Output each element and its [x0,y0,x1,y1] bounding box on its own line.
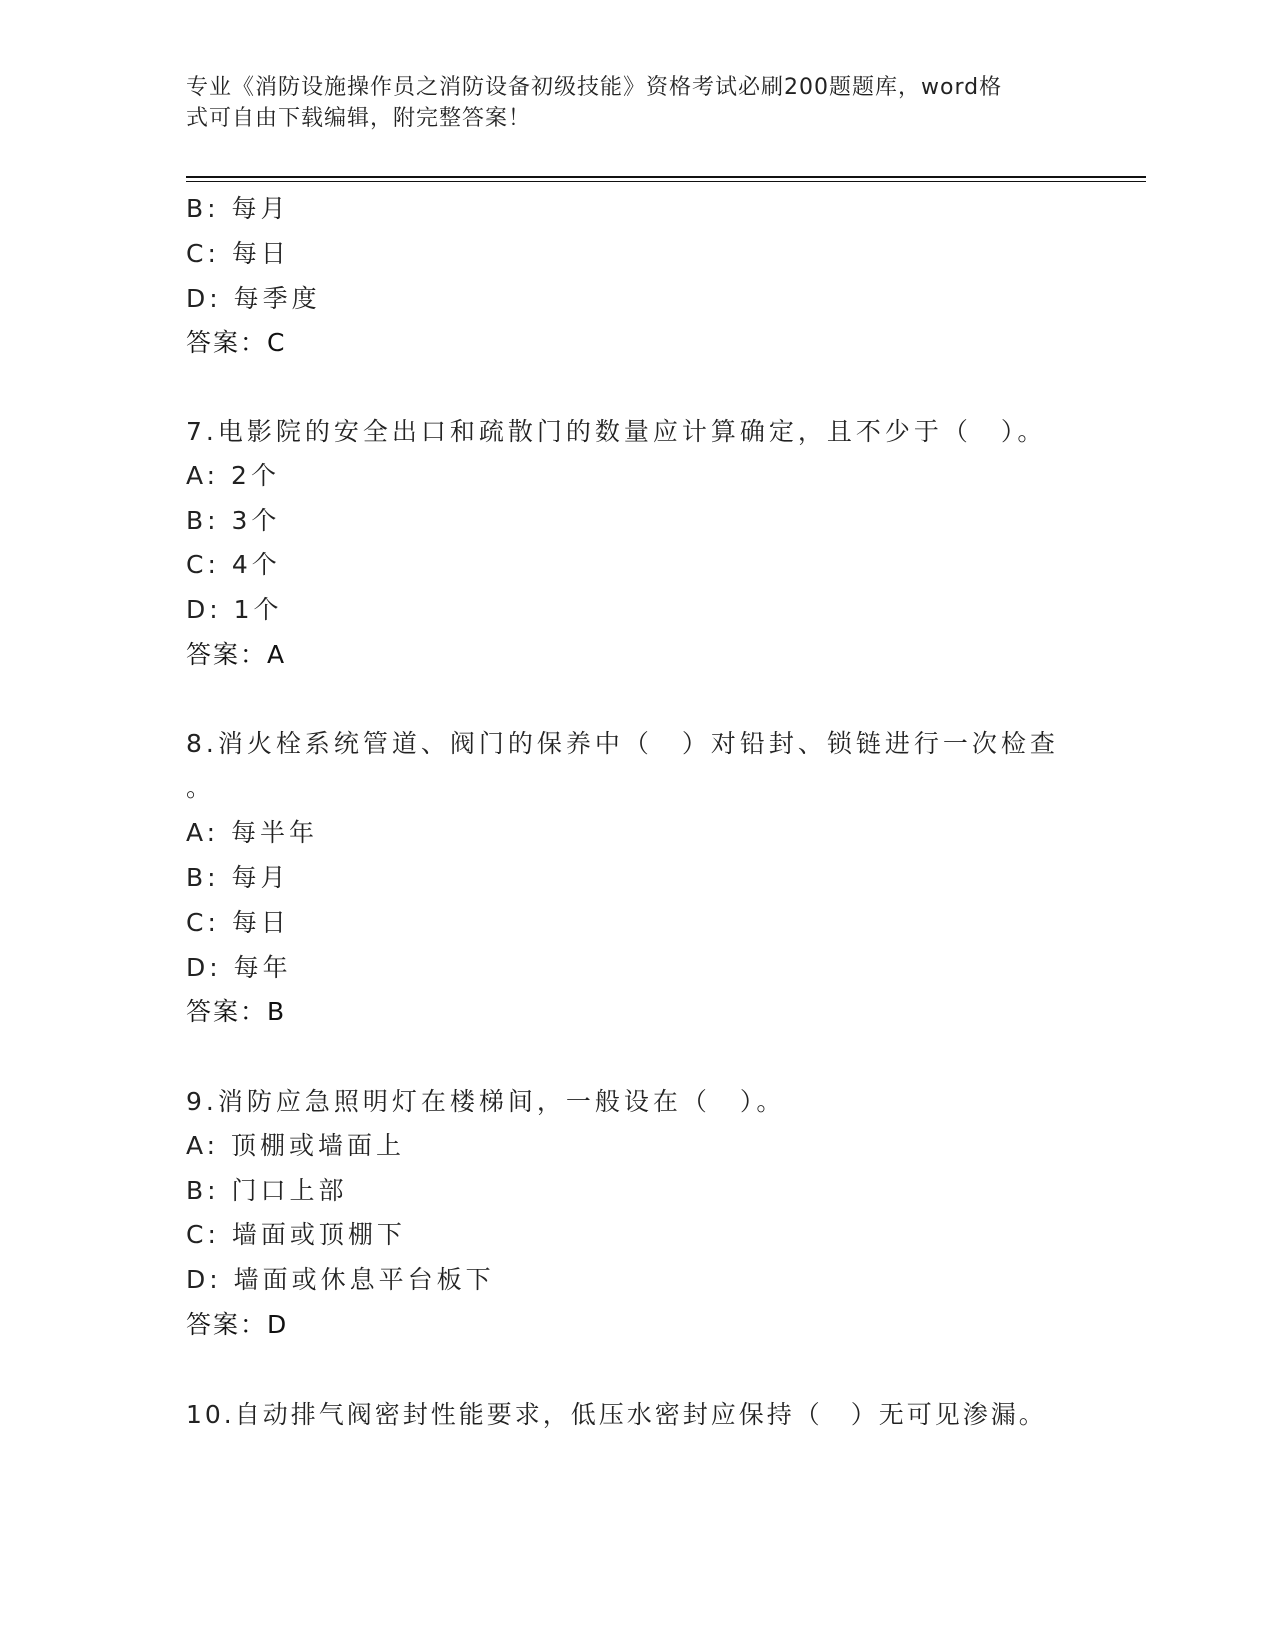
question-10-text: 10.自动排气阀密封性能要求，低压水密封应保持（ ）无可见渗漏。 [186,1400,1047,1429]
question-7-answer: 答案：A [186,640,287,669]
header-line-1: 专业《消防设施操作员之消防设备初级技能》资格考试必刷200题题库，word格 [186,75,1003,100]
question-8-option-a: A: 每半年 [186,818,319,847]
question-8-option-b: B: 每月 [186,863,290,892]
question-9-text: 9.消防应急照明灯在楼梯间，一般设在（ ）。 [186,1087,786,1116]
prev-option-c: C: 每日 [186,239,290,268]
question-8-text: 8.消火栓系统管道、阀门的保养中（ ）对铅封、锁链进行一次检查 [186,729,1059,758]
question-8-option-c: C: 每日 [186,908,290,937]
prev-answer: 答案：C [186,328,287,357]
question-7-text: 7.电影院的安全出口和疏散门的数量应计算确定，且不少于（ ）。 [186,417,1047,446]
question-9-option-d: D: 墙面或休息平台板下 [186,1265,495,1294]
question-7-option-d: D: 1个 [186,595,283,624]
question-9-answer: 答案：D [186,1310,289,1339]
prev-option-b: B: 每月 [186,194,290,223]
question-9-option-c: C: 墙面或顶棚下 [186,1220,406,1249]
prev-option-d: D: 每季度 [186,284,321,313]
question-7-option-b: B: 3个 [186,506,281,535]
question-7-option-a: A: 2个 [186,461,280,490]
question-7-option-c: C: 4个 [186,550,281,579]
question-8-option-d: D: 每年 [186,953,292,982]
question-8-answer: 答案：B [186,997,287,1026]
question-8-text-continued: 。 [186,773,216,802]
question-9-option-a: A: 顶棚或墙面上 [186,1131,406,1160]
question-9-option-b: B: 门口上部 [186,1176,348,1205]
document-header [186,72,1066,134]
header-divider-thin [186,181,1146,182]
header-divider-thick [186,176,1146,178]
header-line-2: 式可自由下载编辑，附完整答案！ [186,106,532,131]
